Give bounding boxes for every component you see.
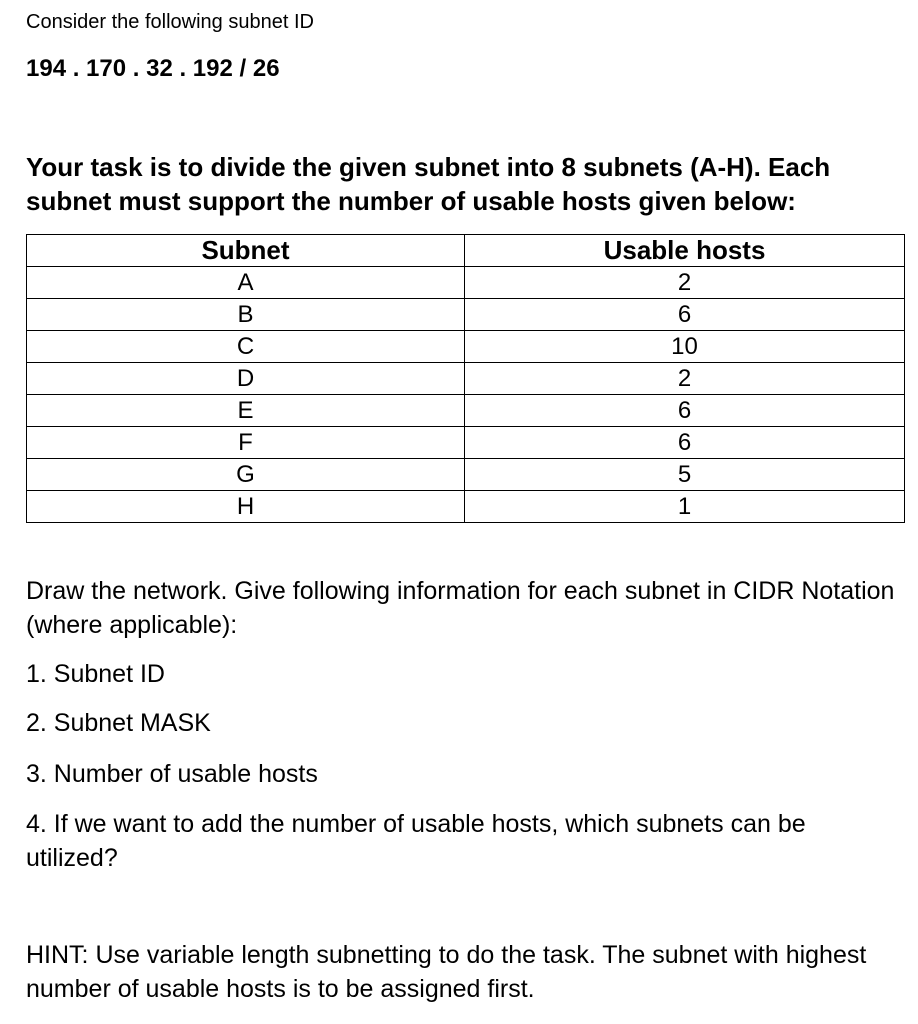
table-header-row (27, 235, 905, 267)
hosts-cell: 5 (465, 459, 905, 491)
usable-hosts-table (26, 234, 905, 523)
subnet-cell: B (27, 299, 465, 331)
subnet-cell: C (27, 331, 465, 363)
table-row (27, 267, 905, 299)
subnet-cell: H (27, 491, 465, 523)
item-usable-hosts: 3. Number of usable hosts (26, 760, 318, 788)
hosts-cell: 2 (465, 363, 905, 395)
hosts-cell: 6 (465, 299, 905, 331)
subnet-cell: F (27, 427, 465, 459)
hosts-cell: 6 (465, 395, 905, 427)
hosts-cell: 1 (465, 491, 905, 523)
hint-text: HINT: Use variable length subnetting to do the task. The subnet with highest number of usable hosts is to be assigned first. (26, 941, 867, 1003)
hosts-cell: 6 (465, 427, 905, 459)
table-row (27, 427, 905, 459)
subnet-cell: E (27, 395, 465, 427)
hosts-cell: 2 (465, 267, 905, 299)
header-usable-hosts: Usable hosts (465, 235, 905, 267)
table-row (27, 491, 905, 523)
item-subnet-id: 1. Subnet ID (26, 660, 165, 688)
intro-text: Consider the following subnet ID (26, 11, 314, 33)
subnet-cell: A (27, 267, 465, 299)
subnet-id: 194 . 170 . 32 . 192 / 26 (26, 55, 280, 82)
table-row (27, 395, 905, 427)
table-row (27, 459, 905, 491)
draw-instruction: Draw the network. Give following information for each subnet in CIDR Notation (where applicable): (26, 577, 895, 639)
hosts-cell: 10 (465, 331, 905, 363)
subnet-cell: D (27, 363, 465, 395)
item-add-hosts-question: 4. If we want to add the number of usable hosts, which subnets can be utilized? (26, 810, 806, 872)
table-row (27, 363, 905, 395)
header-subnet: Subnet (27, 235, 465, 267)
table-row (27, 299, 905, 331)
table-row (27, 331, 905, 363)
subnet-cell: G (27, 459, 465, 491)
item-subnet-mask: 2. Subnet MASK (26, 709, 211, 737)
task-description: Your task is to divide the given subnet into 8 subnets (A-H). Each subnet must support the number of usable hosts given below: (26, 152, 831, 216)
